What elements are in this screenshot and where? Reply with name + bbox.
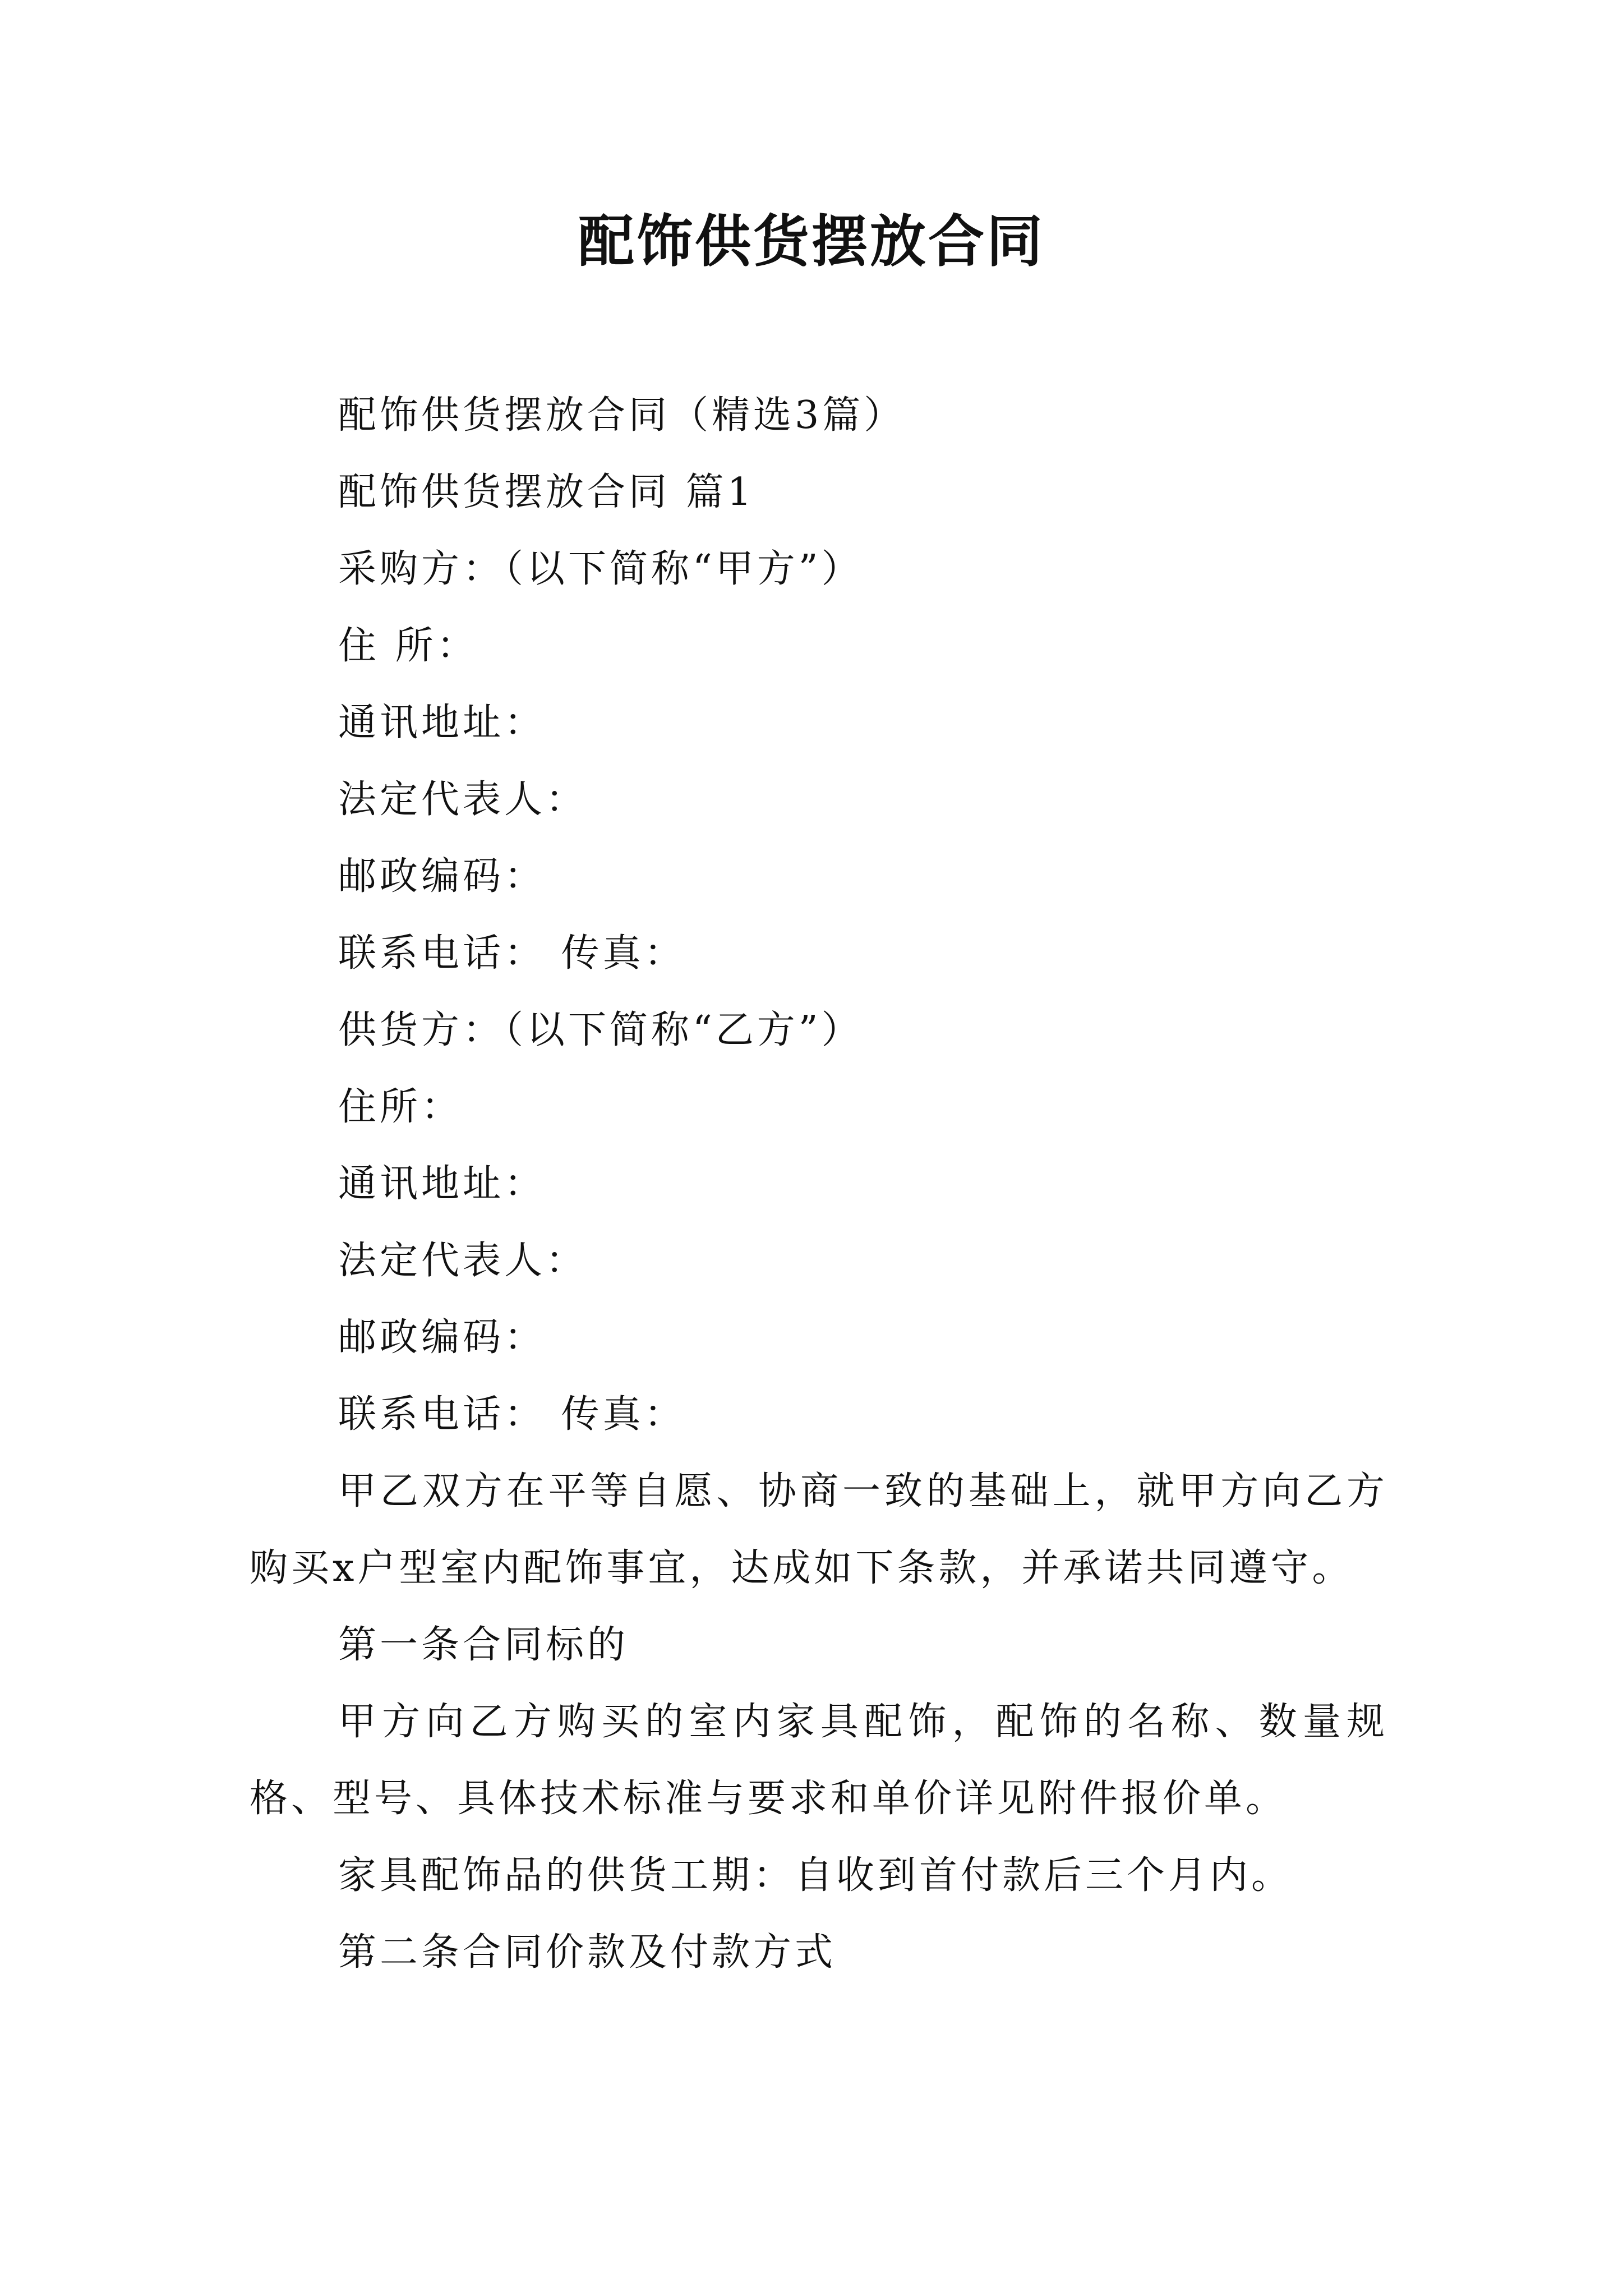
- supplier-legal-rep-line: 法定代表人：: [338, 1239, 588, 1283]
- supplier-phone-fax-line: 联系电话： 传真：: [338, 1392, 686, 1437]
- supplier-line: 供货方：（以下简称“乙方”）: [338, 1008, 863, 1052]
- supplier-mailing-address-line: 通讯地址：: [338, 1162, 546, 1206]
- article1-paragraph: 甲方向乙方购买的室内家具配饰，配饰的名称、数量规格、型号、具体技术标准与要求和单价详见附件报价单。: [250, 1700, 1388, 1821]
- document-body: [250, 377, 1388, 1991]
- buyer-phone-fax-line: 联系电话： 传真：: [338, 931, 686, 976]
- subtitle-line: 配饰供货摆放合同（精选3篇）: [338, 393, 906, 438]
- document-title: 配饰供货摆放合同: [578, 208, 1045, 274]
- buyer-address-line: 住 所：: [338, 624, 478, 668]
- buyer-postal-code-line: 邮政编码：: [338, 854, 546, 899]
- buyer-legal-rep-line: 法定代表人：: [338, 777, 588, 822]
- supplier-postal-code-line: 邮政编码：: [338, 1315, 546, 1360]
- supplier-address-line: 住所：: [338, 1085, 463, 1129]
- article2-heading: 第二条合同价款及付款方式: [338, 1930, 837, 1975]
- intro-paragraph: 甲乙双方在平等自愿、协商一致的基础上，就甲方向乙方购买x户型室内配饰事宜，达成如下条款，并承诺共同遵守。: [250, 1469, 1388, 1590]
- article1-heading: 第一条合同标的: [338, 1623, 629, 1667]
- section-heading: 配饰供货摆放合同 篇1: [338, 470, 755, 514]
- buyer-mailing-address-line: 通讯地址：: [338, 701, 546, 745]
- supply-period-line: 家具配饰品的供货工期：自收到首付款后三个月内。: [338, 1853, 1293, 1898]
- buyer-line: 采购方：（以下简称“甲方”）: [338, 547, 863, 591]
